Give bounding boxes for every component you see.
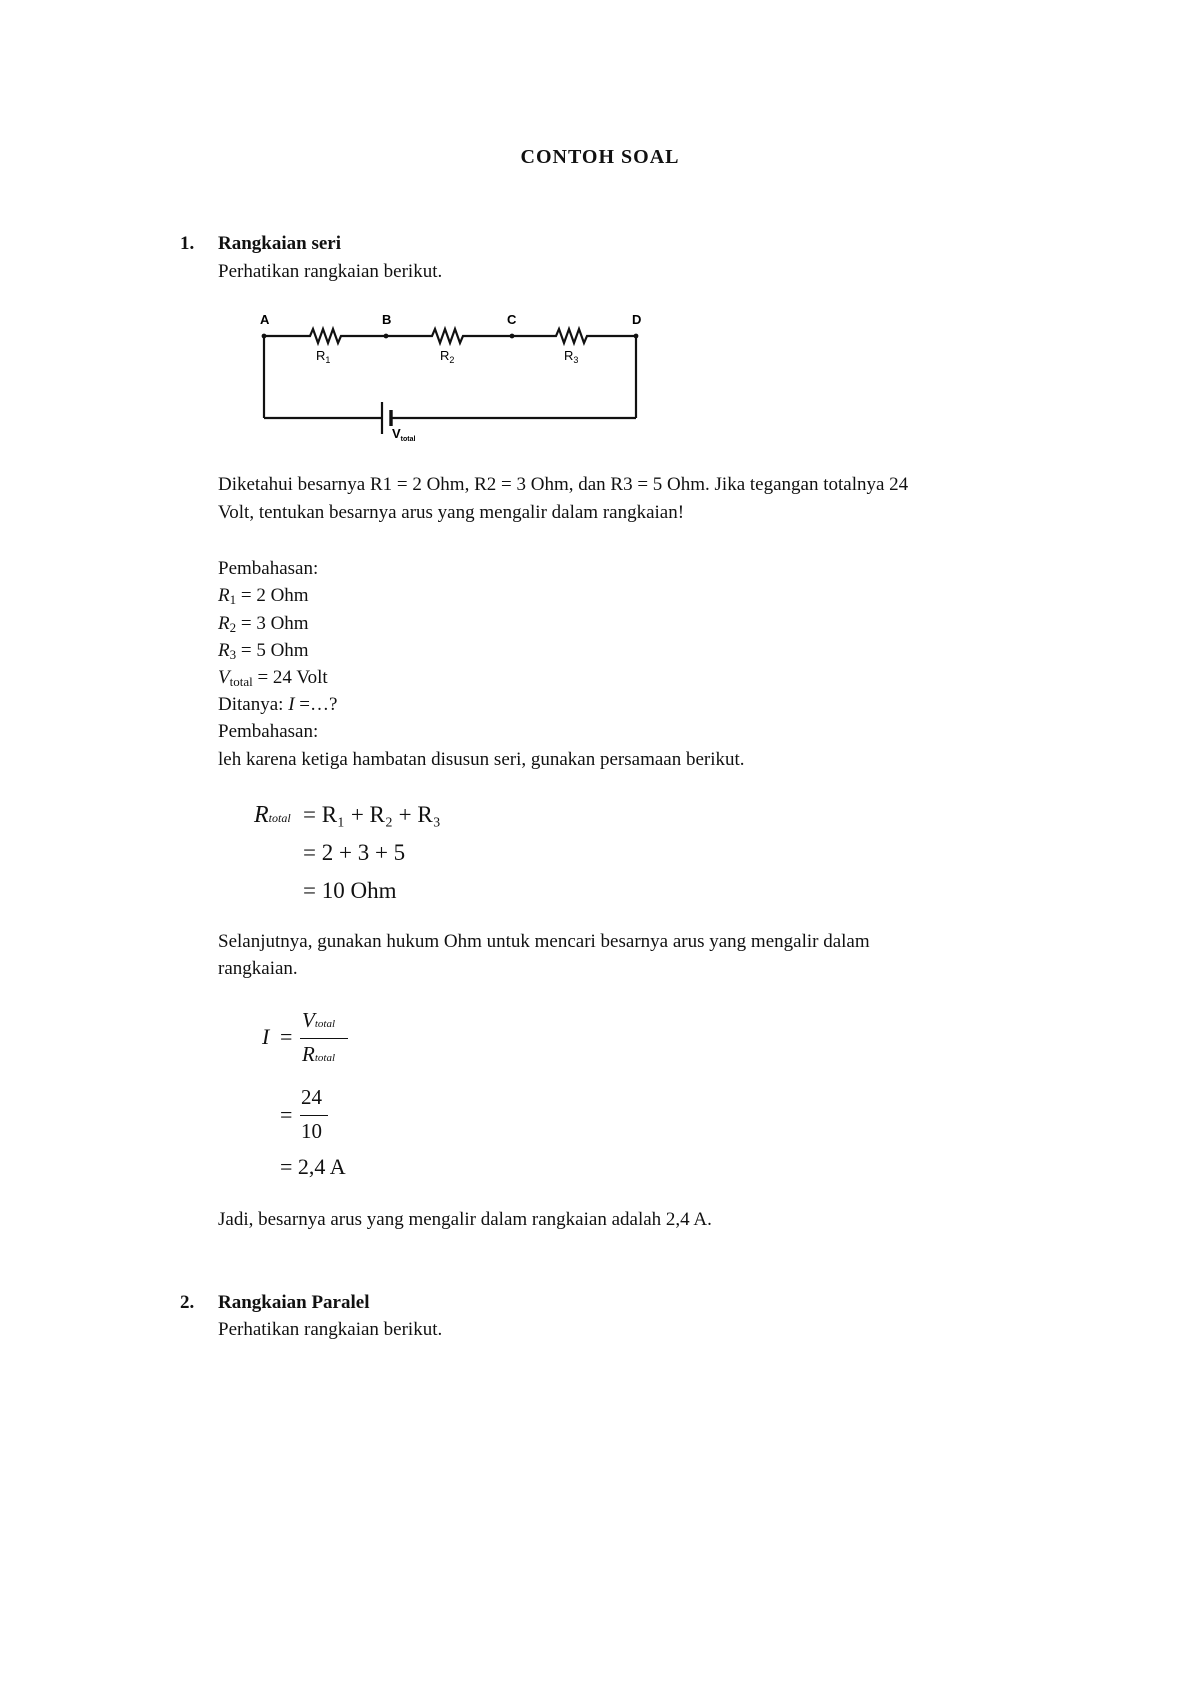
resistor-label-r2: $R_2$ (440, 348, 455, 365)
section-2-heading: Rangkaian Paralel (218, 1292, 370, 1313)
node-label-d: D (632, 312, 642, 327)
pembahasan-label: Pembahasan: (218, 558, 319, 579)
resistor-label-r1: $R_1$ (316, 348, 331, 365)
section-2-number: 2. (180, 1292, 195, 1313)
equation-current-equals: = (280, 1024, 293, 1049)
resistor-label-r3: $R_3$ (564, 348, 579, 365)
problem-line-1: Diketahui besarnya R1 = 2 Ohm, R2 = 3 Ohm, dan R3 = 5 Ohm. Jika tegangan totalnya 24 (218, 474, 909, 495)
asked-line: Ditanya: I =…? (218, 694, 338, 715)
equation-rtotal-lhs: Rtotal (254, 802, 291, 828)
section-1-heading: Rangkaian seri (218, 233, 341, 254)
explanation-ohm-line-2: rangkaian. (218, 958, 298, 979)
equation-rtotal-line-1: = R₁ + R₂ + R₃ (303, 802, 441, 827)
given-r1: $R_1 = 2$ Ohm (218, 585, 309, 607)
given-vtotal: $V_{total} = 24$ Volt (218, 667, 328, 689)
fraction-denominator-10: 10 (301, 1119, 322, 1143)
node-label-b: B (382, 312, 392, 327)
conclusion: Jadi, besarnya arus yang mengalir dalam rangkaian adalah 2,4 A. (218, 1209, 712, 1230)
fraction-numerator-24: 24 (301, 1085, 322, 1109)
equation-rtotal-line-3: = 10 Ohm (303, 878, 397, 903)
fraction-bar-2 (300, 1115, 328, 1116)
pembahasan-label-2: Pembahasan: (218, 721, 319, 742)
battery-label: $V_{total}$ (392, 426, 416, 443)
explanation-ohm-line-1: Selanjutnya, gunakan hukum Ohm untuk mencari besarnya arus yang mengalir dalam (218, 931, 870, 952)
equation-current-result: = 2,4 A (280, 1154, 346, 1179)
fraction-denominator-rtotal: Rtotal (302, 1042, 335, 1066)
equation-rtotal-line-2: = 2 + 3 + 5 (303, 840, 406, 865)
fraction-bar-1 (300, 1038, 348, 1039)
section-1-intro: Perhatikan rangkaian berikut. (218, 261, 443, 282)
problem-line-2: Volt, tentukan besarnya arus yang mengalir dalam rangkaian! (218, 502, 685, 523)
equation-current-equals-2: = (280, 1102, 293, 1127)
given-r3: $R_3 = 5$ Ohm (218, 640, 309, 662)
page-title: CONTOH SOAL (520, 146, 680, 168)
fraction-numerator-vtotal: Vtotal (302, 1008, 335, 1032)
equation-current-lhs: I (262, 1024, 270, 1049)
section-2-intro: Perhatikan rangkaian berikut. (218, 1319, 443, 1340)
explanation-series: leh karena ketiga hambatan disusun seri, gunakan persamaan berikut. (218, 749, 745, 770)
section-1-number: 1. (180, 233, 195, 254)
node-label-c: C (507, 312, 517, 327)
series-circuit-diagram (250, 310, 670, 450)
given-r2: $R_2 = 3$ Ohm (218, 613, 309, 635)
node-label-a: A (260, 312, 270, 327)
